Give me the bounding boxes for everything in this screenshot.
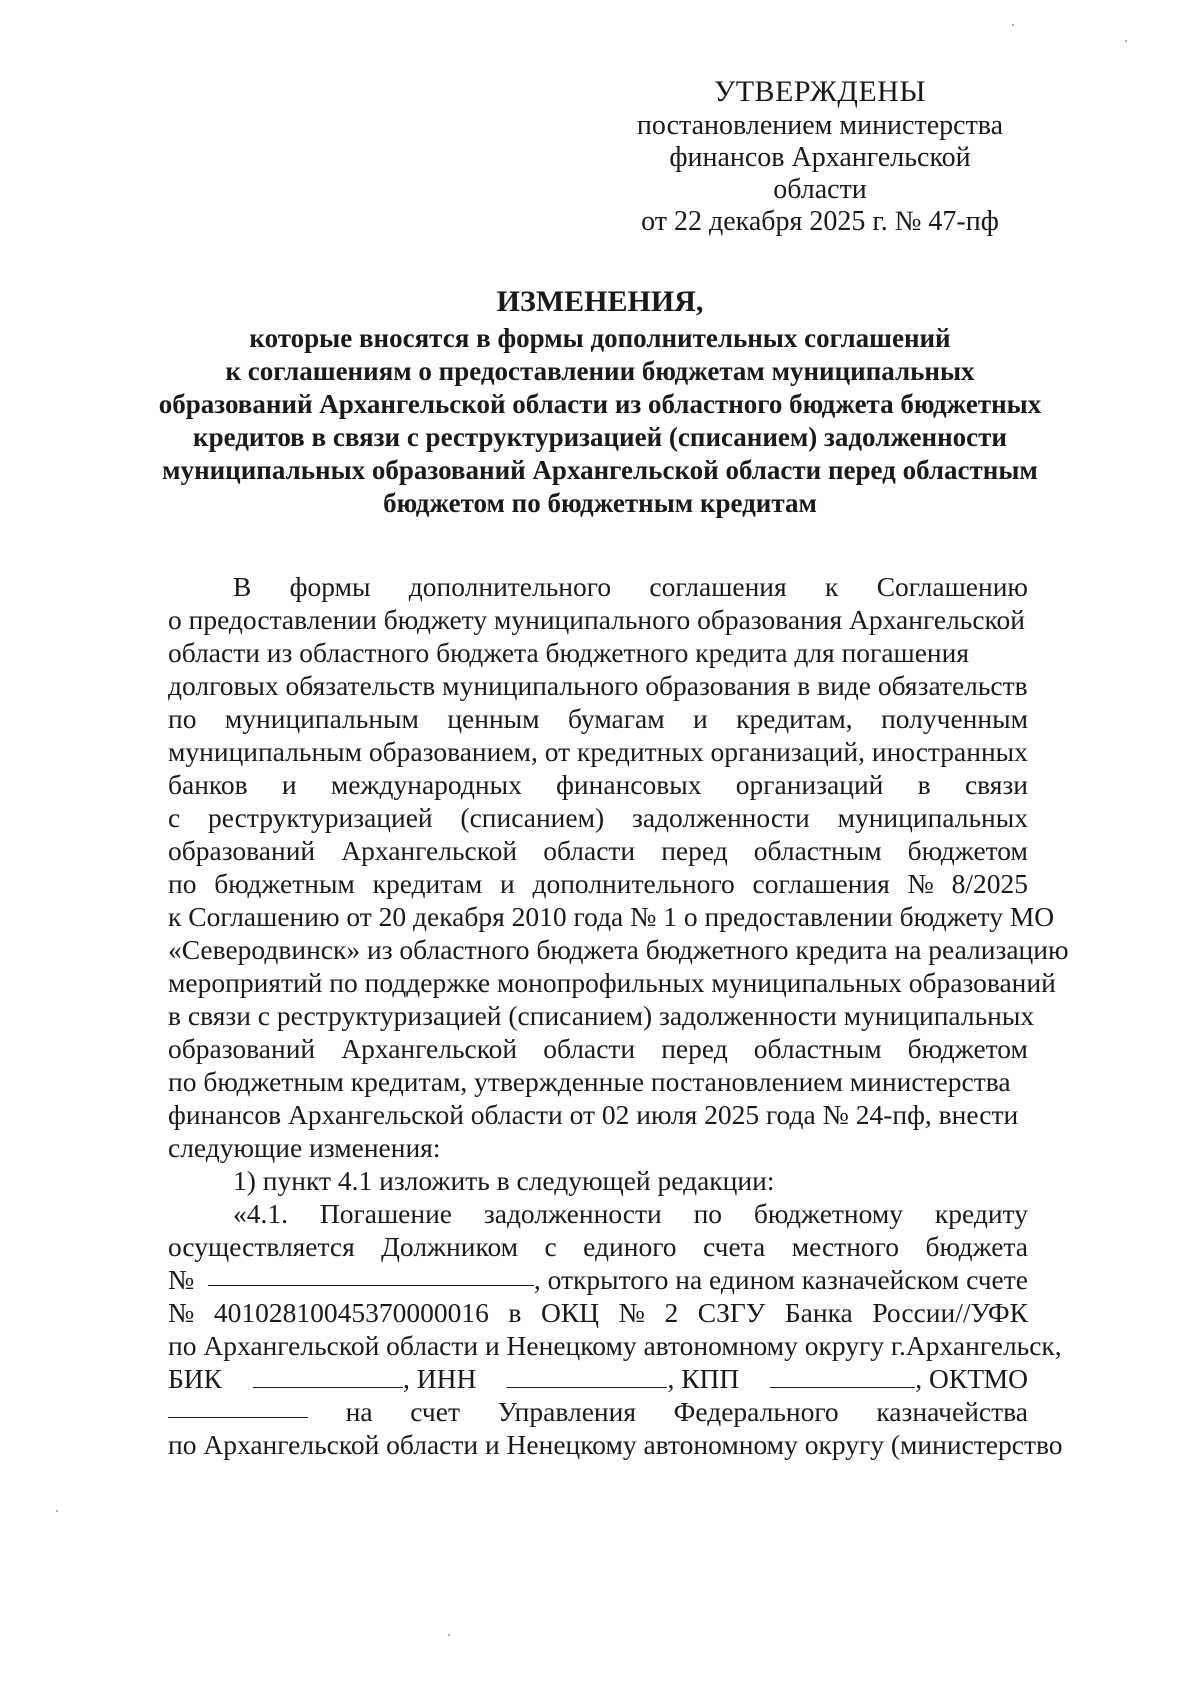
document-title: ИЗМЕНЕНИЯ, [496, 285, 704, 318]
text-line: по муниципальным ценным бумагам и кредитам, полученным [168, 703, 1028, 734]
list-item: 1) пункт 4.1 изложить в следующей редакции: [233, 1165, 775, 1196]
kpp-blank [770, 1365, 915, 1388]
text-line: по Архангельской области и Ненецкому автономному округу г.Архангельск, [168, 1330, 1062, 1361]
text-line: «Северодвинск» из областного бюджета бюджетного кредита на реализацию [168, 934, 1069, 965]
scan-speck [1012, 24, 1014, 26]
approval-title: УТВЕРЖДЕНЫ [713, 75, 927, 108]
document-heading [150, 282, 1050, 520]
approval-block [620, 76, 1020, 238]
text-line: к Соглашению от 20 декабря 2010 года № 1 о предоставлении бюджету МО [168, 901, 1055, 932]
text-line: образований Архангельской области перед областным бюджетом [168, 835, 1028, 866]
text-line: мероприятий по поддержке монопрофильных муниципальных образований [168, 967, 1056, 998]
text-line: образований Архангельской области перед областным бюджетом [168, 1033, 1028, 1064]
approval-line: постановлением министерства [636, 110, 1004, 141]
bik-blank [253, 1365, 403, 1388]
text-line: «4.1. Погашение задолженности по бюджетному кредиту [233, 1198, 1028, 1229]
text-line: по Архангельской области и Ненецкому автономному округу (министерство [168, 1429, 1063, 1460]
text-line: по бюджетным кредитам и дополнительного соглашения № 8/2025 [168, 868, 1028, 899]
inn-blank [507, 1365, 667, 1388]
text-line: финансов Архангельской области от 02 июля 2025 года № 24-пф, внести [168, 1099, 1019, 1130]
text-line: на счет Управления Федерального казначейства [168, 1395, 1028, 1428]
title-line: которые вносятся в формы дополнительных соглашений [249, 323, 951, 353]
text-line: муниципальным образованием, от кредитных организаций, иностранных [168, 736, 1028, 767]
title-line: образований Архангельской области из областного бюджета бюджетных [158, 389, 1042, 419]
text-line: № , открытого на едином казначейском счете [168, 1264, 1028, 1295]
text-line: осуществляется Должником с единого счета местного бюджета [168, 1231, 1028, 1262]
text-line: долговых обязательств муниципального образования в виде обязательств [168, 670, 1028, 701]
title-line: муниципальных образований Архангельской области перед областным [162, 455, 1038, 485]
text-line: БИК , ИНН , КПП , ОКТМО [168, 1363, 1028, 1394]
scan-speck [56, 1510, 58, 1512]
title-line: кредитов в связи с реструктуризацией (списанием) задолженности [193, 422, 1007, 452]
text-line: о предоставлении бюджету муниципального образования Архангельской [168, 604, 1025, 635]
account-number-blank [208, 1263, 534, 1286]
text-line: банков и международных финансовых организаций в связи [168, 769, 1028, 800]
oktmo-blank [168, 1395, 308, 1418]
document-body [168, 570, 1069, 1461]
approval-line: финансов Архангельской области [669, 142, 971, 205]
text-line: В формы дополнительного соглашения к Соглашению [233, 571, 1028, 602]
text-line: по бюджетным кредитам, утвержденные постановлением министерства [168, 1066, 1011, 1097]
text-line: области из областного бюджета бюджетного кредита для погашения [168, 637, 969, 668]
text-line: № 40102810045370000016 в ОКЦ № 2 СЗГУ Банка России//УФК [168, 1297, 1028, 1328]
approval-line: от 22 декабря 2025 г. № 47-пф [641, 206, 999, 237]
scan-speck [448, 1634, 450, 1636]
text-line: с реструктуризацией (списанием) задолженности муниципальных [168, 802, 1028, 833]
text-line: в связи с реструктуризацией (списанием) задолженности муниципальных [168, 1000, 1035, 1031]
title-line: бюджетом по бюджетным кредитам [383, 488, 817, 518]
title-line: к соглашениям о предоставлении бюджетам муниципальных [225, 356, 975, 386]
scan-speck [1125, 40, 1127, 42]
text-line: следующие изменения: [168, 1132, 441, 1163]
